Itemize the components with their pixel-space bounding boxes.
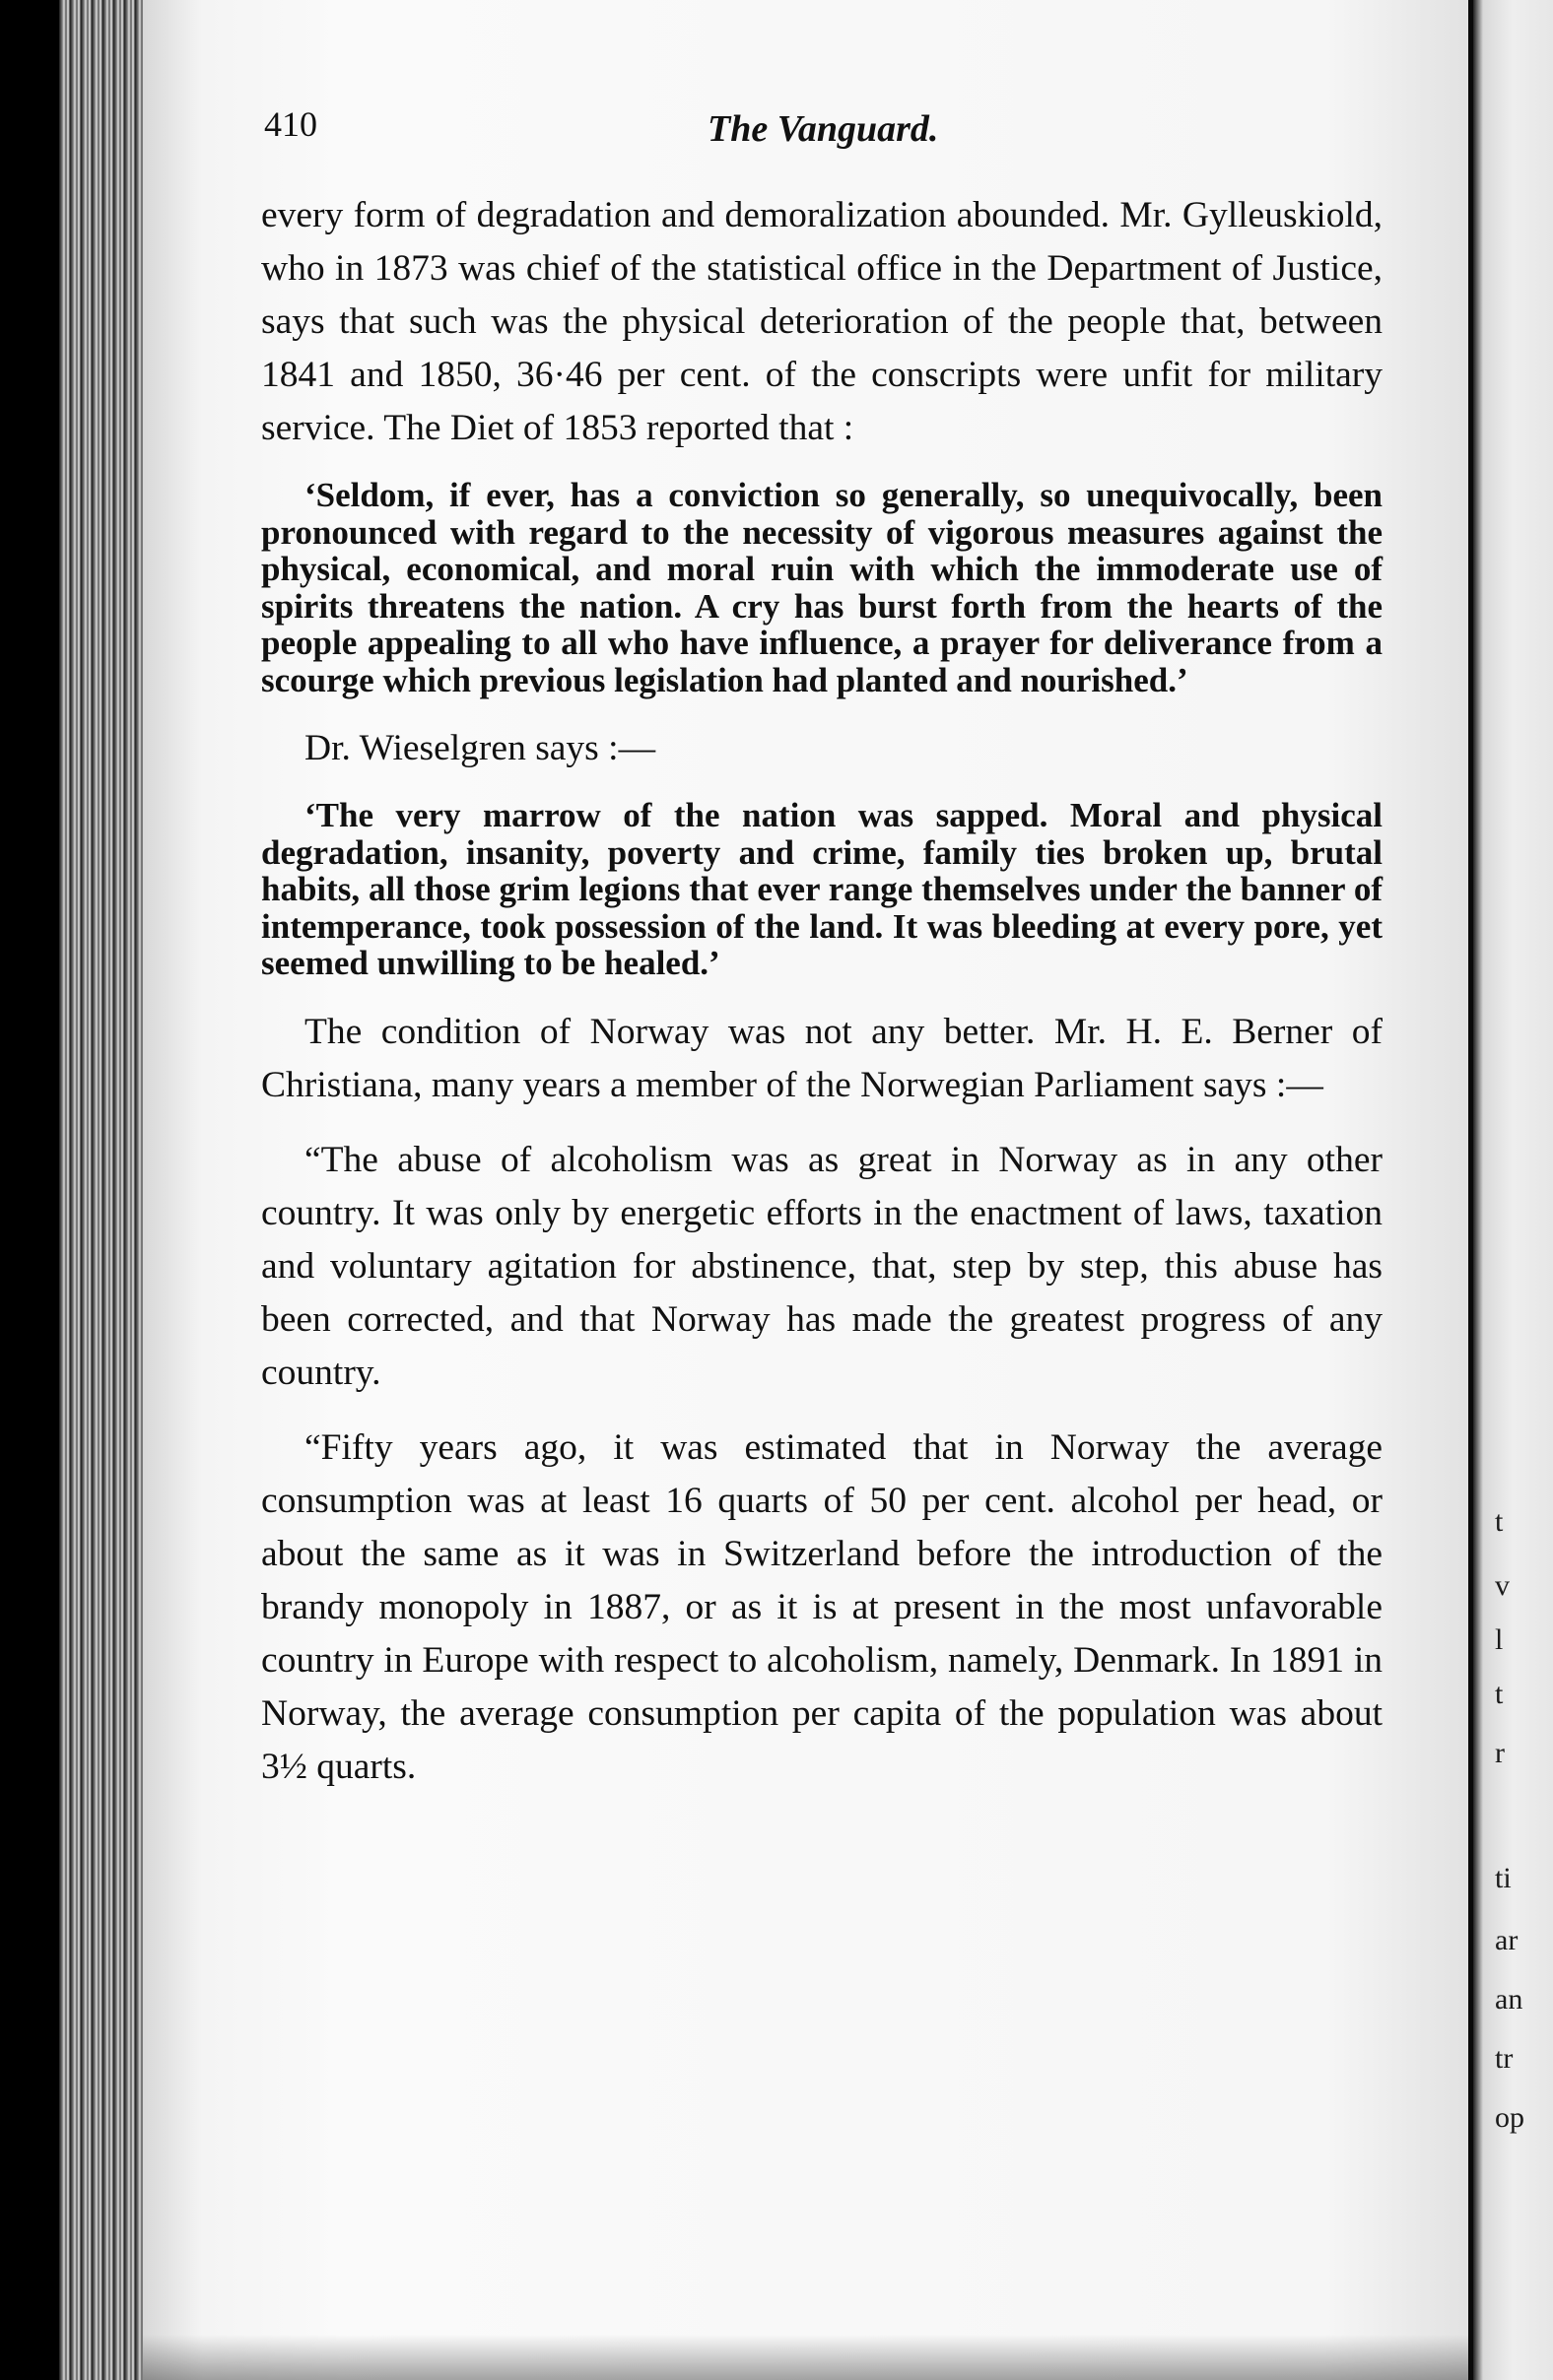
running-title: The Vanguard.	[708, 108, 939, 150]
adjacent-page-fragment: l	[1495, 1623, 1504, 1656]
block-quote: ‘Seldom, if ever, has a conviction so generally, so unequivocally, been pronounced with regard to the necessity of vigorous measures against the physical, economical, and moral ruin with which the immoderate use of spirits threatens the nation. A cry has burst forth from the hearts of the people appealing to all who have influence, a prayer for deliverance from a scourge which previous legislation had planted and nourished.’	[261, 476, 1383, 699]
page-number: 410	[264, 104, 317, 144]
adjacent-page-fragment: r	[1495, 1737, 1505, 1769]
adjacent-page-edge	[1473, 0, 1553, 2380]
block-quote: ‘The very marrow of the nation was sapped. Moral and physical degradation, insanity, poverty and crime, family ties broken up, brutal habits, all those grim legions that ever range themselves under the banner of intemperance, took possession of the land. It was bleeding at every pore, yet seemed unwilling to be healed.’	[261, 796, 1383, 982]
adjacent-page-fragment: ar	[1495, 1924, 1519, 1956]
paragraph: “Fifty years ago, it was estimated that in Norway the average consumption was at least 16 quarts of 50 per cent. alcohol per head, or about the same as it was in Switzerland before the introduction of the brandy monopoly in 1887, or as it is at present in the most unfavorable country in Europe with respect to alcoholism, namely, Denmark. In 1891 in Norway, the average consumption per capita of the population was about 3½ quarts.	[261, 1426, 1383, 1787]
adjacent-page-fragment: t	[1495, 1678, 1504, 1710]
adjacent-page-fragment: tr	[1495, 2042, 1514, 2075]
paragraph: “The abuse of alcoholism was as great in Norway as in any other country. It was only by energetic efforts in the enactment of laws, taxation and voluntary agitation for abstinence, that, step by step, this abuse has been corrected, and that Norway has made the greatest progress of any country.	[261, 1139, 1383, 1393]
paragraph: The condition of Norway was not any better. Mr. H. E. Berner of Christiana, many years a member of the Norwegian Parliament says :—	[261, 1011, 1383, 1105]
adjacent-page-fragment: an	[1495, 1983, 1523, 2016]
adjacent-page-fragment: ti	[1495, 1862, 1512, 1894]
adjacent-page-fragment: op	[1495, 2101, 1524, 2134]
paragraph: every form of degradation and demoralization abounded. Mr. Gylleuskiold, who in 1873 was chief of the statistical office in the Department of Justice, says that such was the physical deterioration of the people that, between 1841 and 1850, 36·46 per cent. of the conscripts were unfit for military service. The Diet of 1853 reported that :	[261, 195, 1383, 448]
page-bottom-shadow	[143, 2335, 1468, 2380]
page-body	[261, 189, 1383, 1794]
page-header	[264, 103, 1387, 163]
paragraph: Dr. Wieselgren says :—	[304, 728, 656, 768]
adjacent-page-fragment: v	[1495, 1569, 1510, 1602]
adjacent-page-fragment: t	[1495, 1505, 1504, 1538]
stacked-page-edges	[59, 0, 153, 2380]
